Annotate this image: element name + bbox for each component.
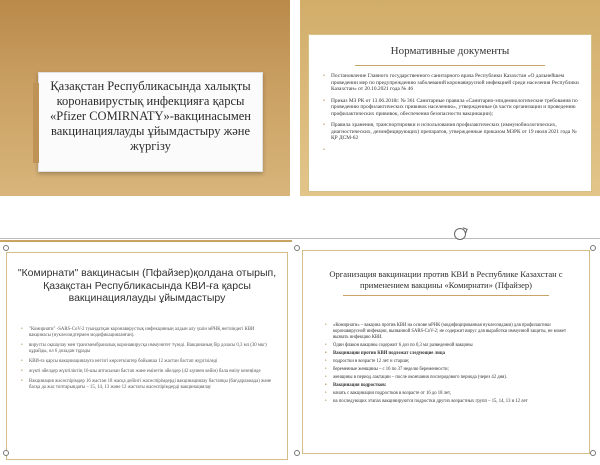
list-item: • Постановление Главного государственного санитарного врача Республики Казахстан «О дальнейшем проведении мер по предупреждению заболеваний коронавирусной инфекцией среди населения Республики Казахстан» от 20.10.2021 года № 46 — [323, 73, 581, 93]
list-item: • на последующих этапах вакцинируются подростки других возрастных групп – 15, 14, 13 и 12 лет — [325, 399, 573, 405]
list-item: • начать с вакцинации подростков в возрасте от 16 до 18 лет, — [325, 391, 573, 397]
list-item: • Один флакон вакцины содержит 6 доз по 0,3 мл разведенной вакцины — [325, 343, 573, 349]
list-item: • беременные женщины – с 16 по 37 неделю беременности; — [325, 367, 573, 373]
slide-2-heading: Нормативные документы — [390, 45, 510, 57]
list-item: • жүкті әйелдер жүктіліктің 16-шы аптасынан бастап және емізетін әйелдер (42 күннен кейін) бала емізу кезеңінде — [21, 369, 275, 375]
content-frame — [302, 250, 590, 454]
resize-handle-icon[interactable] — [590, 450, 596, 456]
resize-handle-icon[interactable] — [294, 245, 300, 251]
list-item: • Приказ МЗ РК от 13.06.2018г. № 361 Санитарные правила «Санитарно-эпидемиологические требования по проведению профилактических прививок населению», утвержденные (в части организации и проведению профилактических прививок, обеспечения безопасности вакцинации); — [323, 98, 581, 118]
heading-divider — [355, 65, 545, 66]
slide-2-normative-documents[interactable] — [300, 0, 600, 196]
heading-divider — [343, 295, 549, 296]
list-item: • «Комирнати» – вакцина против КВИ на основе мРНК (модифицированная нуклеозидами) для профилактики коронавирусной инфекции, вызванной SARS-CoV-2; не содержит вирус для выработки иммунной защиты, не может вызвать инфекцию КВИ. — [325, 323, 573, 341]
bullet-list — [323, 73, 581, 147]
slide-3-title: "Комирнати" вакцинасын (Пфайзер)қолдана отырып, Қазақстан Республикасында КВИ-ға қарсы вакцинациялауды ұйымдастыру — [17, 267, 277, 304]
resize-handle-icon[interactable] — [3, 245, 9, 251]
resize-handle-icon[interactable] — [3, 450, 9, 456]
slide-1-title[interactable] — [0, 0, 290, 196]
slide-4-komirnati-ru[interactable] — [296, 240, 600, 465]
list-item: • Вакцинации против КВИ подлежат следующие лица — [325, 351, 573, 357]
bullet-list — [325, 323, 573, 407]
list-item: • подростки в возрасте 12 лет и старше; — [325, 359, 573, 365]
slide-4-title: Организация вакцинации против КВИ в Республике Казахстан с применением вакцины «Комирнати» (Пфайзер) — [329, 269, 563, 290]
rotate-handle-icon[interactable] — [454, 228, 466, 240]
slide-1-title-text: Қазақстан Республикасында халықты коронавирустық инфекцияға қарсы «Pfizer COMIRNATY»-вакцинасымен вакцинациялауды ұйымдастыру және жүргізу — [49, 79, 251, 153]
resize-handle-icon[interactable] — [294, 450, 300, 456]
list-item: • Правила хранения, транспортировки и использования профилактических (иммунобиологических, диагностических, дезинфицирующих) препаратов, утвержденные приказом МЗРК от 19 июля 2021 года № ҚР ДСМ-62 — [323, 122, 581, 142]
list-item: • "Комирнати" -SARS-CoV-2 туындатқан коронавирустық инфекцияның алдын алу үшін мРНҚ негізіндегі КВИ вакцинасы (нуклеозидтермен модификацияланған). — [21, 327, 275, 339]
content-frame — [6, 252, 288, 460]
list-item: • женщины в период лактации – после окончания послеродового периода (через 42 дня). — [325, 375, 573, 381]
bullet-list — [21, 327, 275, 395]
slide-3-komirnati-kz[interactable] — [0, 240, 292, 465]
title-card[interactable] — [38, 72, 263, 172]
selection-outline — [0, 238, 600, 239]
resize-handle-icon[interactable] — [590, 245, 596, 251]
list-item: • Вакцинация жасөспірімдер 16 жастан 18 жасқа дейінгі жасөспірімдерді вакцинациялау бастапқы (бағдарламада) және басқа да жас топтарындағы – 15, 14, 13 және 12 жастағы жасөспірімдерді вакцинациялау — [21, 379, 275, 391]
list-item: • Вакцинация подростков: — [325, 383, 573, 389]
list-item: • вирусты оқшаулау мен трансмембраналық коронавирусқа иммунитет түзеді. Вакцинаның бір дозасы 0,3 мл (30 мкг) құрайды, ол 6 дозадан тұрады — [21, 343, 275, 355]
list-item: • КВИ-ға қарсы вакцинациялауға негізгі көрсеткіштер бойынша 12 жастан бастап жүргізіледі — [21, 359, 275, 365]
content-panel — [308, 34, 592, 192]
